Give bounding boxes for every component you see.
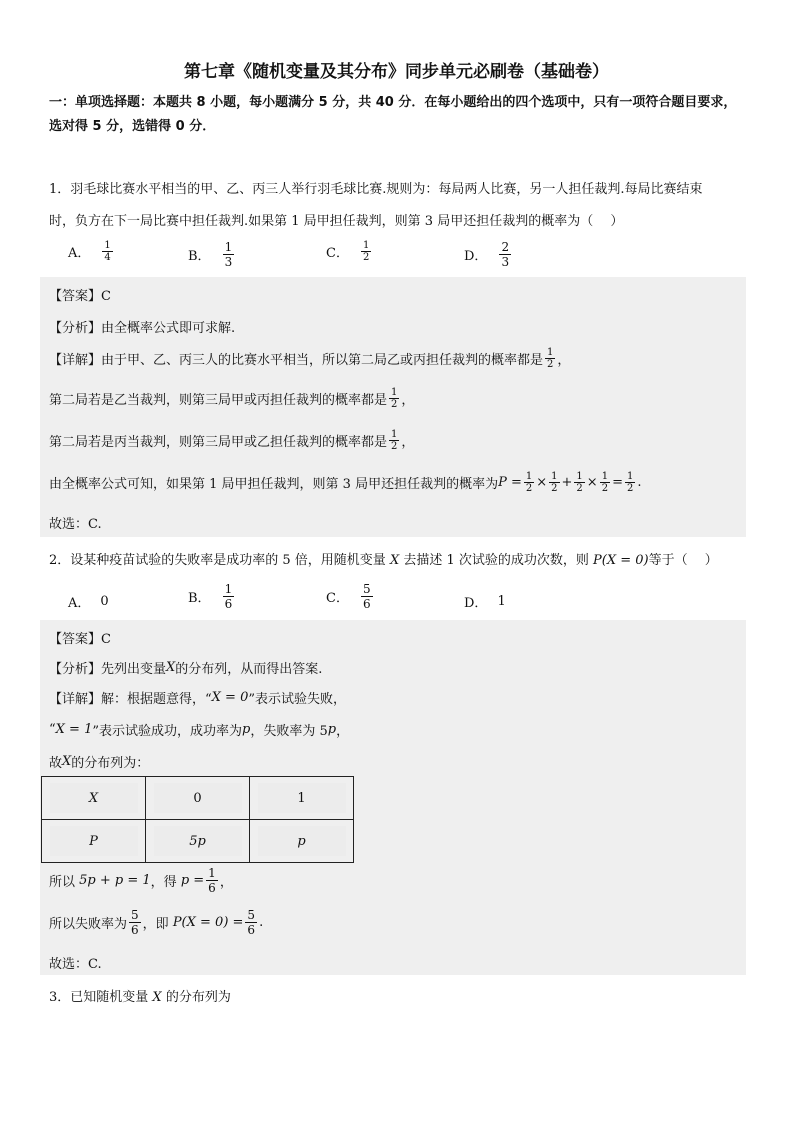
table-cell: 5p <box>154 826 242 856</box>
q2-after-2: 所以失败率为 $\frac{5}{6}$ ，即 P(X = 0) = $\frac{5}{6}$ . <box>49 908 264 937</box>
question-3-stem: 3．已知随机变量 X 的分布列为 <box>49 990 231 1005</box>
table-cell: X <box>50 783 138 813</box>
fraction: $\frac{1}{2}$ <box>576 471 583 494</box>
fraction: $\frac{1}{2}$ <box>551 471 558 494</box>
fraction: $\frac{5}{6}$ <box>247 908 256 937</box>
fraction: $\frac{5}{6}$ <box>362 582 371 611</box>
q2-detail-2: “ X = 1 ”表示试验成功，成功率为 p ，失败率为 5 p ， <box>49 722 350 739</box>
fraction: $\frac{1}{2}$ <box>362 240 370 263</box>
table-cell: P <box>50 826 138 856</box>
distribution-table <box>41 776 354 863</box>
q1-detail-3: 第二局若是丙当裁判，则第三局甲或乙担任裁判的概率都是 $\frac{1}{2}$ ， <box>49 429 415 452</box>
q1-option-b: B． $\frac{1}{3}$ <box>188 240 233 269</box>
q1-option-c: C． $\frac{1}{2}$ <box>326 240 370 263</box>
fraction: $\frac{1}{4}$ <box>104 240 111 263</box>
table-row <box>42 820 354 863</box>
q1-answer: 【答案】C <box>49 289 111 304</box>
fraction: $\frac{1}{2}$ <box>391 387 398 410</box>
fraction: $\frac{2}{3}$ <box>501 240 510 269</box>
table-cell: 0 <box>154 783 242 813</box>
page-title: 第七章《随机变量及其分布》同步单元必刷卷（基础卷） <box>184 62 609 82</box>
fraction: $\frac{1}{2}$ <box>626 471 634 494</box>
table-cell: p <box>258 826 346 856</box>
q2-answer: 【答案】C <box>49 632 111 647</box>
q2-after-1: 所以 5p + p = 1 ，得 p = $\frac{1}{6}$ ， <box>49 866 233 895</box>
fraction: $\frac{1}{6}$ <box>208 866 216 895</box>
q2-choose: 故选：C. <box>49 957 102 972</box>
q2-detail-1: 【详解】解：根据题意得，“ X = 0 ”表示试验失败， <box>49 690 346 707</box>
q1-detail-2: 第二局若是乙当裁判，则第三局甲或丙担任裁判的概率都是 $\frac{1}{2}$ ， <box>49 387 415 410</box>
fraction: $\frac{1}{2}$ <box>601 471 609 494</box>
q1-choose: 故选：C. <box>49 517 102 532</box>
table-row <box>42 777 354 820</box>
section-heading: 一：单项选择题：本题共 8 小题，每小题满分 5 分，共 40 分．在每小题给出的四个选项中，只有一项符合题目要求，选对得 5 分，选错得 0 分． <box>49 95 737 134</box>
q1-answer-box <box>40 277 746 537</box>
q2-option-b: B． $\frac{1}{6}$ <box>188 582 233 611</box>
fraction: $\frac{1}{6}$ <box>224 582 233 611</box>
question-1-stem <box>49 174 754 238</box>
question-2-stem: 2．设某种疫苗试验的失败率是成功率的 5 倍，用随机变量 X 去描述 1 次试验的成功次数，则 P(X = 0) 等于（ ） <box>49 553 718 568</box>
q2-option-c: C． $\frac{5}{6}$ <box>326 582 371 611</box>
q1-option-d: D． $\frac{2}{3}$ <box>464 240 510 269</box>
q2-option-d: D． 1 <box>464 593 506 611</box>
q1-option-a: A． $\frac{1}{4}$ <box>68 240 111 263</box>
q1-detail-1: 【详解】由于甲、乙、丙三人的比赛水平相当，所以第二局乙或丙担任裁判的概率都是 $\frac{1}{2}$ ， <box>49 347 571 370</box>
fraction: $\frac{1}{2}$ <box>391 429 398 452</box>
fraction: $\frac{5}{6}$ <box>131 908 139 937</box>
q2-option-a: A． 0 <box>68 593 109 611</box>
table-cell: 1 <box>258 783 346 813</box>
fraction: $\frac{1}{3}$ <box>224 240 233 269</box>
question-1-line-2: 时，负方在下一局比赛中担任裁判.如果第 1 局甲担任裁判，则第 3 局甲还担任裁判的概率为（ ） <box>49 214 624 229</box>
q2-analysis: 【分析】先列出变量 X 的分布列，从而得出答案. <box>49 660 323 677</box>
q1-detail-4: 由全概率公式可知，如果第 1 局甲担任裁判，则第 3 局甲还担任裁判的概率为 P = $\frac{1}{2}$ × $\frac{1}{2}$ + $\frac{1}{2}$ × $\frac{1}{2}$ = $\frac{1}{2}$ . <box>49 471 642 494</box>
fraction: $\frac{1}{2}$ <box>547 347 554 370</box>
q2-detail-3: 故 X 的分布列为： <box>49 754 150 771</box>
question-1-line-1: 1．羽毛球比赛水平相当的甲、乙、丙三人举行羽毛球比赛.规则为：每局两人比赛，另一人担任裁判.每局比赛结束 <box>49 182 703 197</box>
fraction: $\frac{1}{2}$ <box>525 471 533 494</box>
q1-analysis: 【分析】由全概率公式即可求解. <box>49 321 236 336</box>
